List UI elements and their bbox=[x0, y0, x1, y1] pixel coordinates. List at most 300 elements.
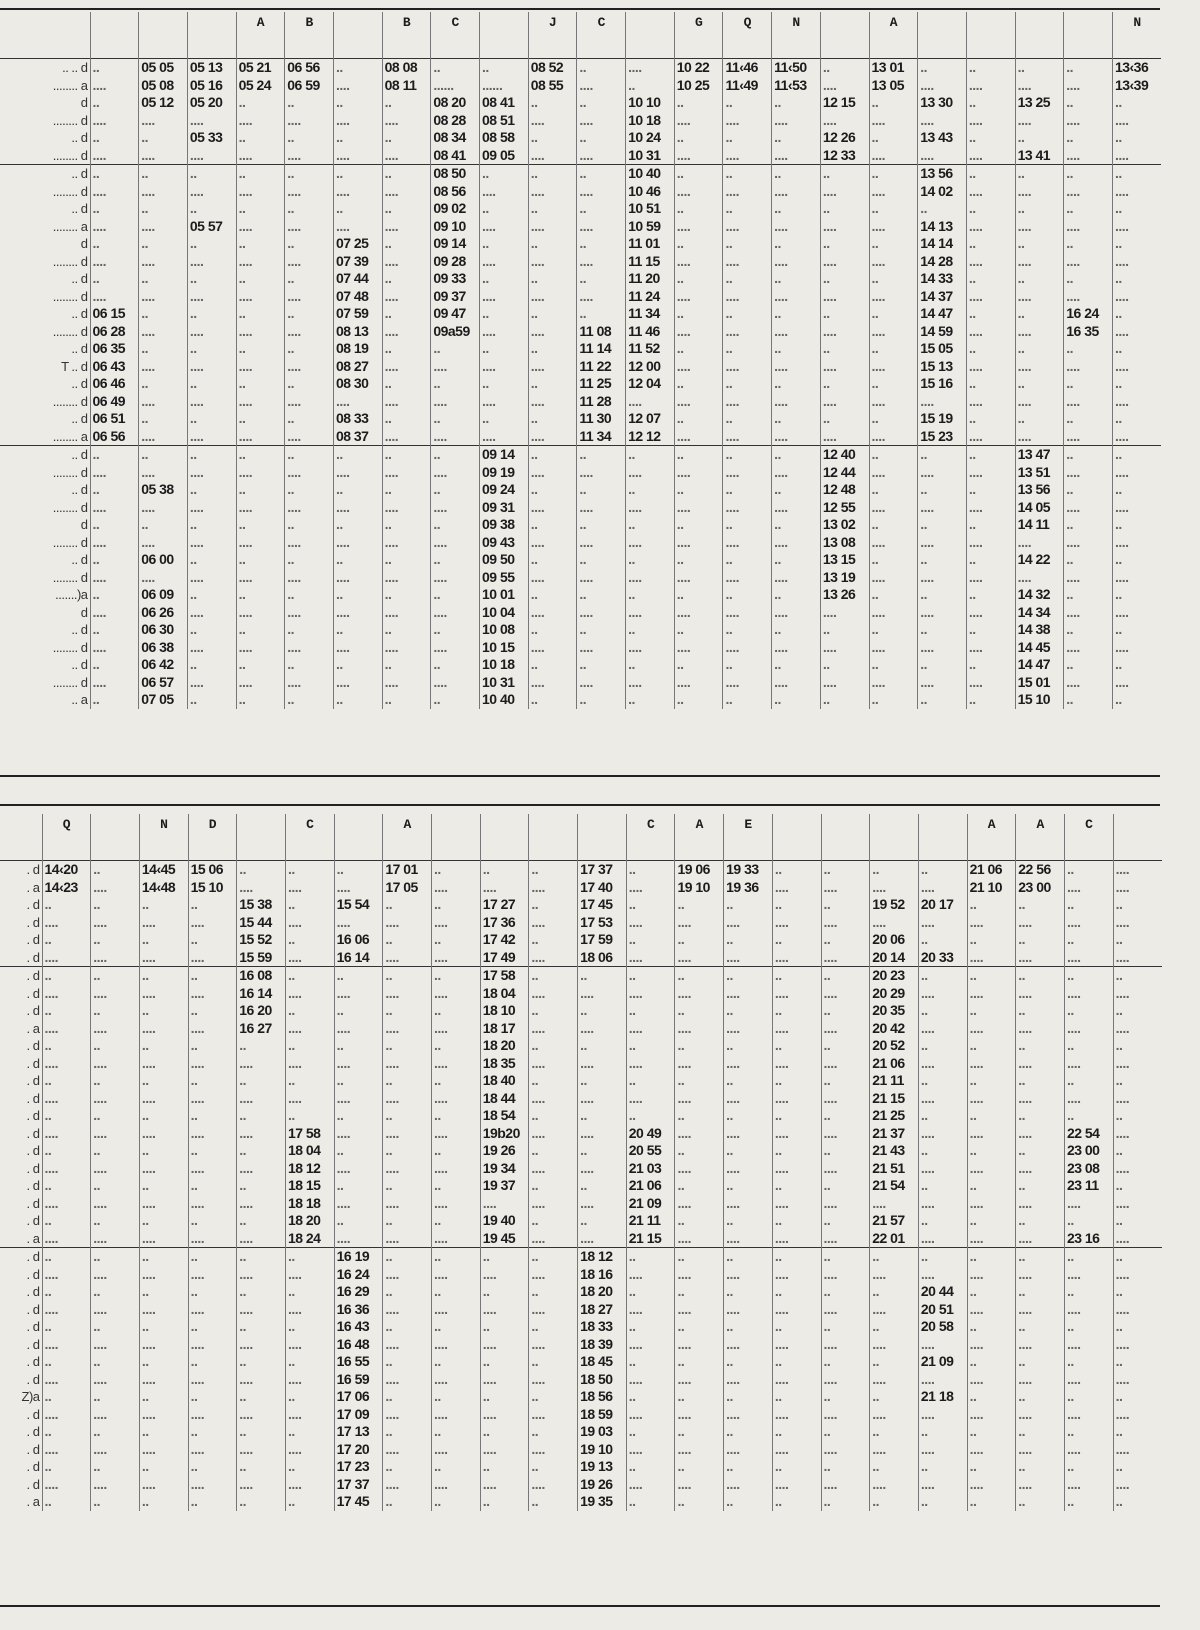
time-cell: 08 37 bbox=[333, 428, 382, 446]
no-stop-dots: .. bbox=[285, 621, 334, 639]
no-stop-dots: .... bbox=[529, 1301, 578, 1319]
time-cell: 11 14 bbox=[577, 340, 626, 358]
no-stop-dots: .. bbox=[723, 165, 772, 183]
no-stop-dots: .. bbox=[432, 1493, 481, 1511]
time-cell: 10 10 bbox=[626, 94, 675, 112]
no-stop-dots: .. bbox=[1015, 375, 1064, 393]
no-stop-dots: .... bbox=[1064, 1406, 1113, 1424]
no-stop-dots: .. bbox=[578, 1107, 627, 1125]
no-stop-dots: .. bbox=[918, 1107, 967, 1125]
no-stop-dots: .... bbox=[1016, 1125, 1065, 1143]
no-stop-dots: .... bbox=[382, 464, 431, 482]
no-stop-dots: .. bbox=[577, 270, 626, 288]
no-stop-dots: .... bbox=[529, 1371, 578, 1389]
no-stop-dots: .. bbox=[1113, 931, 1162, 949]
no-stop-dots: .... bbox=[723, 218, 772, 236]
no-stop-dots: .. bbox=[1064, 967, 1113, 985]
no-stop-dots: .... bbox=[529, 1406, 578, 1424]
no-stop-dots: .... bbox=[1064, 914, 1113, 932]
no-stop-dots: .. bbox=[139, 1072, 188, 1090]
table-row bbox=[0, 656, 1161, 674]
time-cell: 08 08 bbox=[382, 59, 431, 77]
no-stop-dots: .. bbox=[918, 656, 967, 674]
no-stop-dots: .... bbox=[42, 1476, 91, 1494]
no-stop-dots: .. bbox=[187, 691, 236, 709]
time-cell: 21 11 bbox=[870, 1072, 919, 1090]
no-stop-dots: .... bbox=[285, 499, 334, 517]
no-stop-dots: .... bbox=[91, 1266, 140, 1284]
no-stop-dots: .. bbox=[139, 1002, 188, 1020]
service-code: G bbox=[674, 12, 723, 59]
no-stop-dots: .. bbox=[383, 1212, 432, 1230]
time-cell: 16 36 bbox=[334, 1301, 383, 1319]
time-cell: 20 29 bbox=[870, 985, 919, 1003]
no-stop-dots: .. bbox=[918, 481, 967, 499]
no-stop-dots: .. bbox=[1113, 1248, 1162, 1266]
no-stop-dots: .. bbox=[91, 1037, 140, 1055]
no-stop-dots: .. bbox=[187, 375, 236, 393]
time-cell: 06 00 bbox=[139, 551, 188, 569]
no-stop-dots: .... bbox=[237, 879, 286, 897]
no-stop-dots: .. bbox=[967, 1177, 1016, 1195]
time-cell: 05 57 bbox=[187, 218, 236, 236]
service-code: Q bbox=[723, 12, 772, 59]
no-stop-dots: .... bbox=[237, 1336, 286, 1354]
no-stop-dots: .... bbox=[285, 218, 334, 236]
time-cell: 14 34 bbox=[1015, 604, 1064, 622]
no-stop-dots: .... bbox=[139, 464, 188, 482]
no-stop-dots: .... bbox=[918, 639, 967, 657]
table-row bbox=[0, 896, 1162, 914]
no-stop-dots: .. bbox=[187, 516, 236, 534]
no-stop-dots: .... bbox=[577, 183, 626, 201]
no-stop-dots: .. bbox=[723, 691, 772, 709]
time-cell: 08 56 bbox=[431, 183, 480, 201]
no-stop-dots: .. bbox=[236, 516, 285, 534]
no-stop-dots: .... bbox=[285, 569, 334, 587]
no-stop-dots: .... bbox=[237, 1160, 286, 1178]
time-cell: 10 04 bbox=[480, 604, 529, 622]
no-stop-dots: .. bbox=[285, 200, 334, 218]
no-stop-dots: .. bbox=[285, 410, 334, 428]
no-stop-dots: .. bbox=[431, 59, 480, 77]
no-stop-dots: .... bbox=[723, 288, 772, 306]
time-cell: 14 59 bbox=[918, 323, 967, 341]
time-cell: 22 01 bbox=[870, 1230, 919, 1248]
no-stop-dots: .... bbox=[820, 253, 869, 271]
no-stop-dots: .. bbox=[1112, 481, 1161, 499]
no-stop-dots: .... bbox=[529, 1230, 578, 1248]
service-code: C bbox=[626, 814, 675, 861]
no-stop-dots: .. bbox=[821, 1283, 870, 1301]
no-stop-dots: .. bbox=[139, 1493, 188, 1511]
no-stop-dots: .. bbox=[236, 129, 285, 147]
no-stop-dots: .. bbox=[674, 551, 723, 569]
no-stop-dots: .... bbox=[236, 358, 285, 376]
no-stop-dots: .. bbox=[528, 446, 577, 464]
no-stop-dots: .... bbox=[967, 949, 1016, 967]
no-stop-dots: .. bbox=[236, 586, 285, 604]
no-stop-dots: .. bbox=[90, 551, 139, 569]
time-cell: 21 54 bbox=[870, 1177, 919, 1195]
time-cell: 12 15 bbox=[820, 94, 869, 112]
no-stop-dots: .... bbox=[237, 1055, 286, 1073]
table-row bbox=[0, 253, 1161, 271]
time-cell: 17 45 bbox=[334, 1493, 383, 1511]
service-code: C bbox=[285, 814, 334, 861]
time-cell: 09 10 bbox=[431, 218, 480, 236]
table-row bbox=[0, 375, 1161, 393]
no-stop-dots: .. bbox=[869, 165, 918, 183]
arr-dep-marker: . d bbox=[26, 914, 40, 930]
time-cell: 13 43 bbox=[918, 129, 967, 147]
time-cell: 16 24 bbox=[1064, 305, 1113, 323]
no-stop-dots: .... bbox=[480, 358, 529, 376]
time-cell: 05 24 bbox=[236, 77, 285, 95]
no-stop-dots: .. bbox=[820, 200, 869, 218]
table-row bbox=[0, 218, 1161, 236]
no-stop-dots: .. bbox=[188, 896, 237, 914]
service-code bbox=[626, 12, 675, 59]
no-stop-dots: .... bbox=[674, 393, 723, 411]
no-stop-dots: .... bbox=[139, 1301, 188, 1319]
no-stop-dots: .... bbox=[772, 604, 821, 622]
no-stop-dots: .... bbox=[1064, 1476, 1113, 1494]
no-stop-dots: .. bbox=[187, 586, 236, 604]
no-stop-dots: .... bbox=[966, 112, 1015, 130]
no-stop-dots: .... bbox=[724, 1055, 773, 1073]
no-stop-dots: .. bbox=[528, 691, 577, 709]
no-stop-dots: .... bbox=[382, 604, 431, 622]
time-cell: 09 14 bbox=[480, 446, 529, 464]
no-stop-dots: .. bbox=[869, 691, 918, 709]
no-stop-dots: .... bbox=[675, 1336, 724, 1354]
arr-dep-marker: Z)a bbox=[21, 1389, 40, 1404]
no-stop-dots: .... bbox=[1113, 1441, 1162, 1459]
no-stop-dots: .. bbox=[772, 967, 821, 985]
no-stop-dots: .. bbox=[869, 200, 918, 218]
no-stop-dots: .. bbox=[869, 270, 918, 288]
arr-dep-marker: . d bbox=[26, 932, 40, 947]
no-stop-dots: .. bbox=[675, 1423, 724, 1441]
arr-dep-marker: .. d bbox=[71, 306, 88, 321]
time-cell: 18 17 bbox=[480, 1020, 529, 1038]
no-stop-dots: .. bbox=[1016, 1142, 1065, 1160]
time-cell: 13 41 bbox=[1015, 147, 1064, 165]
no-stop-dots: .. bbox=[674, 586, 723, 604]
no-stop-dots: .... bbox=[869, 428, 918, 446]
no-stop-dots: .... bbox=[1064, 985, 1113, 1003]
no-stop-dots: .... bbox=[918, 1160, 967, 1178]
no-stop-dots: .... bbox=[820, 183, 869, 201]
no-stop-dots: .... bbox=[1064, 218, 1113, 236]
no-stop-dots: .. bbox=[432, 1107, 481, 1125]
no-stop-dots: .. bbox=[869, 129, 918, 147]
no-stop-dots: .. bbox=[675, 1107, 724, 1125]
no-stop-dots: .... bbox=[772, 253, 821, 271]
no-stop-dots: .. bbox=[1112, 129, 1161, 147]
no-stop-dots: .... bbox=[139, 112, 188, 130]
no-stop-dots: .... bbox=[139, 499, 188, 517]
no-stop-dots: .. bbox=[772, 1072, 821, 1090]
no-stop-dots: .... bbox=[529, 879, 578, 897]
no-stop-dots: .... bbox=[1113, 1266, 1162, 1284]
no-stop-dots: .. bbox=[626, 1493, 675, 1511]
no-stop-dots: .. bbox=[382, 481, 431, 499]
no-stop-dots: .... bbox=[187, 604, 236, 622]
no-stop-dots: .... bbox=[139, 428, 188, 446]
no-stop-dots: .... bbox=[334, 1020, 383, 1038]
no-stop-dots: .... bbox=[724, 1406, 773, 1424]
no-stop-dots: .. bbox=[383, 1037, 432, 1055]
no-stop-dots: .... bbox=[724, 1195, 773, 1213]
no-stop-dots: .. bbox=[90, 516, 139, 534]
time-cell: 11 52 bbox=[626, 340, 675, 358]
no-stop-dots: .... bbox=[285, 464, 334, 482]
no-stop-dots: .... bbox=[333, 639, 382, 657]
no-stop-dots: .. bbox=[1113, 1318, 1162, 1336]
no-stop-dots: .... bbox=[966, 604, 1015, 622]
no-stop-dots: .. bbox=[869, 410, 918, 428]
no-stop-dots: .... bbox=[333, 183, 382, 201]
no-stop-dots: .... bbox=[675, 1090, 724, 1108]
no-stop-dots: .. bbox=[139, 375, 188, 393]
no-stop-dots: .... bbox=[724, 1476, 773, 1494]
time-cell: 16 35 bbox=[1064, 323, 1113, 341]
time-cell: 13 56 bbox=[1015, 481, 1064, 499]
no-stop-dots: .... bbox=[285, 1266, 334, 1284]
no-stop-dots: .... bbox=[626, 1371, 675, 1389]
no-stop-dots: .. bbox=[480, 1283, 529, 1301]
no-stop-dots: .... bbox=[236, 147, 285, 165]
no-stop-dots: .. bbox=[1113, 1353, 1162, 1371]
time-cell: 13 05 bbox=[869, 77, 918, 95]
time-cell: 14 45 bbox=[1015, 639, 1064, 657]
arr-dep-marker: . d bbox=[26, 1319, 40, 1334]
time-cell: 10 08 bbox=[480, 621, 529, 639]
no-stop-dots: .... bbox=[529, 1266, 578, 1284]
no-stop-dots: .... bbox=[724, 1301, 773, 1319]
no-stop-dots: .... bbox=[383, 914, 432, 932]
time-cell: 17 05 bbox=[383, 879, 432, 897]
no-stop-dots: .. bbox=[90, 656, 139, 674]
time-cell: 09 28 bbox=[431, 253, 480, 271]
no-stop-dots: .. bbox=[674, 375, 723, 393]
no-stop-dots: .. bbox=[577, 305, 626, 323]
no-stop-dots: .. bbox=[91, 1212, 140, 1230]
time-cell: 06 43 bbox=[90, 358, 139, 376]
no-stop-dots: .. bbox=[528, 94, 577, 112]
time-cell: 14 32 bbox=[1015, 586, 1064, 604]
no-stop-dots: .... bbox=[918, 1441, 967, 1459]
no-stop-dots: .. bbox=[139, 1423, 188, 1441]
no-stop-dots: .. bbox=[966, 340, 1015, 358]
no-stop-dots: .... bbox=[334, 1160, 383, 1178]
no-stop-dots: .. bbox=[966, 94, 1015, 112]
no-stop-dots: .. bbox=[578, 1177, 627, 1195]
table-row bbox=[0, 691, 1161, 709]
no-stop-dots: .... bbox=[431, 639, 480, 657]
no-stop-dots: .... bbox=[382, 323, 431, 341]
no-stop-dots: .. bbox=[480, 1493, 529, 1511]
table-row bbox=[0, 1090, 1162, 1108]
time-cell: 18 04 bbox=[285, 1142, 334, 1160]
no-stop-dots: .. bbox=[139, 235, 188, 253]
no-stop-dots: .. bbox=[966, 410, 1015, 428]
no-stop-dots: .. bbox=[285, 1493, 334, 1511]
no-stop-dots: .. bbox=[285, 1283, 334, 1301]
no-stop-dots: .... bbox=[139, 218, 188, 236]
time-cell: 15 10 bbox=[188, 879, 237, 897]
time-cell: 11 20 bbox=[626, 270, 675, 288]
time-cell: 19 45 bbox=[480, 1230, 529, 1248]
no-stop-dots: .. bbox=[820, 621, 869, 639]
arr-dep-marker: . d bbox=[26, 1406, 40, 1422]
no-stop-dots: .. bbox=[91, 861, 140, 879]
no-stop-dots: .... bbox=[966, 674, 1015, 692]
no-stop-dots: .. bbox=[139, 1318, 188, 1336]
no-stop-dots: .. bbox=[1016, 1037, 1065, 1055]
no-stop-dots: .... bbox=[820, 112, 869, 130]
table-row bbox=[0, 639, 1161, 657]
arr-dep-marker: . a bbox=[26, 879, 40, 895]
no-stop-dots: .. bbox=[869, 621, 918, 639]
time-cell: 21 03 bbox=[626, 1160, 675, 1178]
no-stop-dots: .. bbox=[1112, 270, 1161, 288]
no-stop-dots: .... bbox=[139, 1230, 188, 1248]
no-stop-dots: .. bbox=[821, 967, 870, 985]
time-cell: 15 23 bbox=[918, 428, 967, 446]
no-stop-dots: .... bbox=[91, 1020, 140, 1038]
no-stop-dots: .. bbox=[772, 200, 821, 218]
time-cell: 18 16 bbox=[578, 1266, 627, 1284]
no-stop-dots: .. bbox=[820, 340, 869, 358]
arr-dep-marker: . d bbox=[0, 1248, 42, 1266]
no-stop-dots: .. bbox=[187, 305, 236, 323]
no-stop-dots: .. bbox=[480, 410, 529, 428]
no-stop-dots: .... bbox=[529, 1125, 578, 1143]
time-cell: 05 08 bbox=[139, 77, 188, 95]
no-stop-dots: .. bbox=[675, 896, 724, 914]
time-cell: 20 23 bbox=[870, 967, 919, 985]
no-stop-dots: .... bbox=[966, 534, 1015, 552]
no-stop-dots: .. bbox=[723, 481, 772, 499]
service-code bbox=[187, 12, 236, 59]
no-stop-dots: .... bbox=[918, 1090, 967, 1108]
no-stop-dots: .... bbox=[674, 323, 723, 341]
no-stop-dots: .... bbox=[772, 1195, 821, 1213]
no-stop-dots: .... bbox=[42, 1441, 91, 1459]
no-stop-dots: .... bbox=[187, 393, 236, 411]
arr-dep-marker: . d bbox=[26, 1354, 40, 1369]
arr-dep-marker: .. d bbox=[71, 130, 88, 145]
no-stop-dots: .. bbox=[187, 481, 236, 499]
no-stop-dots: .. bbox=[870, 1318, 919, 1336]
no-stop-dots: .... bbox=[529, 1020, 578, 1038]
time-cell: 23 16 bbox=[1064, 1230, 1113, 1248]
no-stop-dots: .... bbox=[91, 949, 140, 967]
no-stop-dots: .... bbox=[480, 1266, 529, 1284]
time-cell: 08 28 bbox=[431, 112, 480, 130]
no-stop-dots: .. bbox=[577, 621, 626, 639]
no-stop-dots: .... bbox=[1016, 1406, 1065, 1424]
no-stop-dots: .... bbox=[91, 1441, 140, 1459]
no-stop-dots: .... bbox=[1112, 534, 1161, 552]
time-cell: 17 27 bbox=[480, 896, 529, 914]
time-cell: 10 31 bbox=[626, 147, 675, 165]
no-stop-dots: .... bbox=[1016, 949, 1065, 967]
table-row bbox=[0, 1371, 1162, 1389]
no-stop-dots: .. bbox=[528, 410, 577, 428]
no-stop-dots: .. bbox=[966, 621, 1015, 639]
no-stop-dots: .... bbox=[529, 1090, 578, 1108]
no-stop-dots: .. bbox=[870, 1458, 919, 1476]
no-stop-dots: .... bbox=[1113, 1160, 1162, 1178]
no-stop-dots: .... bbox=[1064, 183, 1113, 201]
no-stop-dots: .... bbox=[139, 569, 188, 587]
no-stop-dots: .. bbox=[333, 691, 382, 709]
no-stop-dots: .. bbox=[626, 1353, 675, 1371]
no-stop-dots: .... bbox=[382, 358, 431, 376]
no-stop-dots: .. bbox=[675, 1142, 724, 1160]
time-cell: 16 59 bbox=[334, 1371, 383, 1389]
table-row bbox=[0, 569, 1161, 587]
no-stop-dots: .. bbox=[432, 1353, 481, 1371]
time-cell: 17 53 bbox=[578, 914, 627, 932]
no-stop-dots: .. bbox=[432, 861, 481, 879]
no-stop-dots: .... bbox=[772, 499, 821, 517]
time-cell: 06 46 bbox=[90, 375, 139, 393]
no-stop-dots: .. bbox=[967, 896, 1016, 914]
table-row bbox=[0, 1283, 1162, 1301]
no-stop-dots: .. bbox=[967, 1353, 1016, 1371]
no-stop-dots: .... bbox=[821, 1336, 870, 1354]
time-cell: 16 29 bbox=[334, 1283, 383, 1301]
no-stop-dots: .... bbox=[432, 949, 481, 967]
no-stop-dots: .... bbox=[1015, 393, 1064, 411]
no-stop-dots: .... bbox=[432, 1230, 481, 1248]
no-stop-dots: .. bbox=[1016, 1493, 1065, 1511]
no-stop-dots: .... bbox=[626, 1336, 675, 1354]
no-stop-dots: .. bbox=[188, 1212, 237, 1230]
no-stop-dots: .... bbox=[918, 147, 967, 165]
no-stop-dots: .. bbox=[723, 235, 772, 253]
no-stop-dots: .... bbox=[821, 879, 870, 897]
time-cell: 09 14 bbox=[431, 235, 480, 253]
no-stop-dots: .. bbox=[1113, 896, 1162, 914]
no-stop-dots: .. bbox=[382, 165, 431, 183]
no-stop-dots: .. bbox=[1113, 1458, 1162, 1476]
no-stop-dots: .... bbox=[1016, 985, 1065, 1003]
no-stop-dots: .... bbox=[237, 1371, 286, 1389]
no-stop-dots: .... bbox=[918, 1266, 967, 1284]
no-stop-dots: .... bbox=[285, 1020, 334, 1038]
no-stop-dots: .. bbox=[820, 305, 869, 323]
no-stop-dots: .... bbox=[285, 1090, 334, 1108]
no-stop-dots: .... bbox=[1064, 253, 1113, 271]
no-stop-dots: .... bbox=[724, 985, 773, 1003]
no-stop-dots: .. bbox=[42, 1072, 91, 1090]
no-stop-dots: .... bbox=[90, 569, 139, 587]
no-stop-dots: .... bbox=[383, 1160, 432, 1178]
no-stop-dots: .. bbox=[1015, 305, 1064, 323]
no-stop-dots: .. bbox=[1112, 516, 1161, 534]
no-stop-dots: .... bbox=[187, 674, 236, 692]
table-row bbox=[0, 1020, 1162, 1038]
no-stop-dots: .... bbox=[1064, 1195, 1113, 1213]
time-cell: 18 54 bbox=[480, 1107, 529, 1125]
no-stop-dots: .. bbox=[334, 1142, 383, 1160]
